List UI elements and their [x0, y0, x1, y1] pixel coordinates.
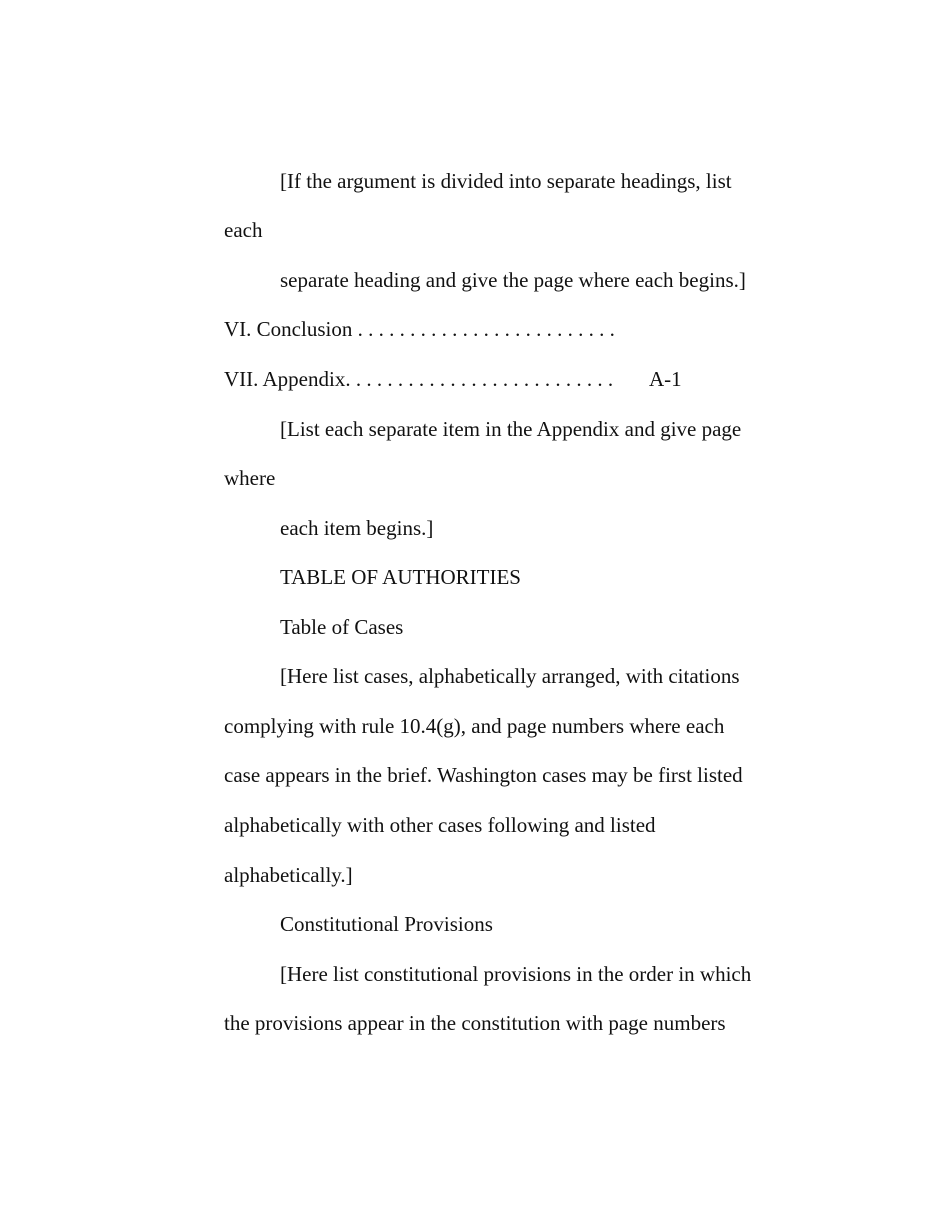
subheading-constitutional-provisions: Constitutional Provisions: [280, 912, 493, 936]
instruction-headings-line-2: each: [224, 218, 263, 242]
subheading-table-of-cases: Table of Cases: [280, 615, 404, 639]
heading-table-of-authorities: TABLE OF AUTHORITIES: [280, 565, 521, 589]
instruction-cases-line-2: complying with rule 10.4(g), and page numbers where each: [224, 714, 725, 738]
toc-entry-appendix: VII. Appendix. . . . . . . . . . . . . . . . . . . . . . . . . .: [224, 367, 614, 391]
instruction-constitutional-line-1: [Here list constitutional provisions in the order in which: [280, 962, 752, 986]
instruction-appendix-line-1: [List each separate item in the Appendix and give page: [280, 417, 742, 441]
instruction-headings-line-1: [If the argument is divided into separate headings, list: [280, 169, 732, 193]
instruction-headings-line-3: separate heading and give the page where each begins.]: [280, 268, 746, 292]
instruction-cases-line-4: alphabetically with other cases following and listed: [224, 813, 656, 837]
instruction-appendix-line-3: each item begins.]: [280, 516, 434, 540]
toc-entry-conclusion: VI. Conclusion . . . . . . . . . . . . . . . . . . . . . . . . .: [224, 317, 615, 341]
toc-appendix-page-number: A-1: [649, 367, 682, 391]
instruction-appendix-line-2: where: [224, 466, 276, 490]
instruction-cases-line-3: case appears in the brief. Washington cases may be first listed: [224, 763, 743, 787]
instruction-cases-line-1: [Here list cases, alphabetically arranged, with citations: [280, 664, 740, 688]
instruction-constitutional-line-2: the provisions appear in the constitution with page numbers: [224, 1011, 726, 1035]
instruction-cases-line-5: alphabetically.]: [224, 863, 353, 887]
